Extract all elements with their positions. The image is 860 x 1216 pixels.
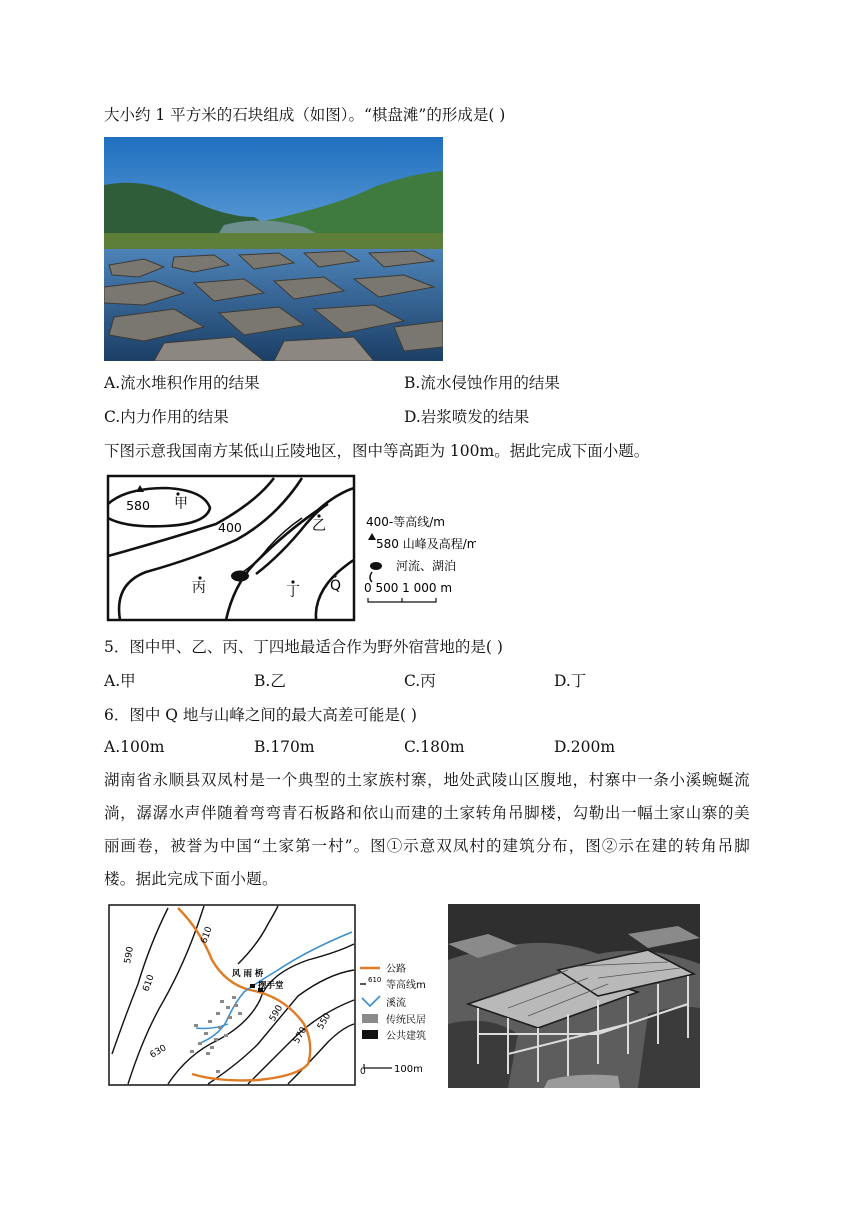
- q4-option-d: D.岩浆喷发的结果: [404, 408, 530, 426]
- q6-option-d: D.200m: [554, 738, 616, 756]
- q4-stem-tail: 大小约 1 平方米的石块组成（如图）。“棋盘滩”的形成是( ): [104, 106, 506, 124]
- q5-stem: 5．图中甲、乙、丙、丁四地最适合作为野外宿营地的是( ): [104, 638, 503, 656]
- intro-paragraph-1: 下图示意我国南方某低山丘陵地区，图中等高距为 100m。据此完成下面小题。: [104, 442, 650, 460]
- q4-option-c: C.内力作用的结果: [104, 408, 229, 426]
- legend-contour-num: 610: [368, 976, 382, 984]
- q6-option-c: C.180m: [404, 738, 465, 756]
- legend-scale: 0 500 1 000 m: [364, 581, 453, 595]
- q6-option-b: B.170m: [254, 738, 315, 756]
- contour-590-left: 590: [123, 945, 136, 965]
- q5-option-c: C.丙: [404, 672, 436, 690]
- place-bing: 丙: [192, 580, 206, 596]
- legend-public: 公共建筑: [386, 1031, 426, 1042]
- q6-option-a: A.100m: [104, 738, 165, 756]
- contour-570: 570: [291, 1025, 310, 1046]
- hand-waving-hall-label: 摆手堂: [258, 981, 284, 991]
- contour-map-1: [106, 474, 476, 624]
- intro-paragraph-2: 湖南省永顺县双凤村是一个典型的土家族村寨，地处武陵山区腹地，村寨中一条小溪蜿蜒流淌，潺潺水声伴随着弯弯青石板路和依山而建的土家转角吊脚楼，勾勒出一幅土家山寨的美丽画卷，被誉为中国“土家第一村”。图①示意双凤村的建筑分布，图②示在建的转角吊脚楼。据此完成下面小题。: [104, 771, 750, 888]
- legend-stream-icon: [362, 996, 380, 1006]
- legend-contour: 等高线m: [386, 980, 426, 991]
- q6-stem: 6．图中 Q 地与山峰之间的最大高差可能是( ): [104, 706, 417, 724]
- place-yi: 乙: [312, 518, 326, 534]
- contour-550: 550: [315, 1011, 334, 1032]
- q4-option-a: A.流水堆积作用的结果: [104, 374, 260, 392]
- legend-contour: 400-等高线/m: [366, 515, 445, 529]
- wind-rain-bridge-label: 风 雨 桥: [232, 969, 264, 979]
- place-ding: 丁: [286, 584, 300, 600]
- legend-public-icon: [362, 1030, 378, 1039]
- place-jia: 甲: [174, 496, 188, 512]
- legend-lake-icon: [370, 562, 382, 570]
- contour-590-right: 590: [267, 1003, 286, 1024]
- peak-elevation: 580: [126, 498, 150, 513]
- contour-610-left: 610: [141, 973, 157, 994]
- stilt-house-photo: [448, 904, 700, 1088]
- scale-bar-2: [364, 1064, 392, 1068]
- q4-option-b: B.流水侵蚀作用的结果: [404, 374, 560, 392]
- legend-scale: 100m: [394, 1064, 423, 1075]
- scale-bar: [368, 598, 436, 602]
- village-map-legend: [356, 960, 446, 1080]
- legend-peak: 580 山峰及高程/m: [376, 537, 476, 551]
- legend-scale-zero: 0: [360, 1067, 366, 1077]
- q5-option-a: A.甲: [104, 672, 136, 690]
- q5-option-b: B.乙: [254, 672, 286, 690]
- place-q: Q: [330, 578, 342, 594]
- legend-road: 公路: [386, 964, 406, 975]
- contour-label-400: 400: [218, 520, 242, 535]
- village-map: [108, 904, 358, 1088]
- contour-610-top: 610: [199, 925, 215, 946]
- legend-house: 传统民居: [386, 1015, 426, 1026]
- legend-river: 河流、湖泊: [396, 559, 457, 573]
- stone-beach-photo: [104, 137, 443, 361]
- q5-option-d: D.丁: [554, 672, 587, 690]
- legend-peak-icon: [368, 533, 376, 540]
- contour-630: 630: [148, 1043, 169, 1061]
- legend-house-icon: [362, 1014, 378, 1023]
- legend-stream: 溪流: [386, 998, 406, 1009]
